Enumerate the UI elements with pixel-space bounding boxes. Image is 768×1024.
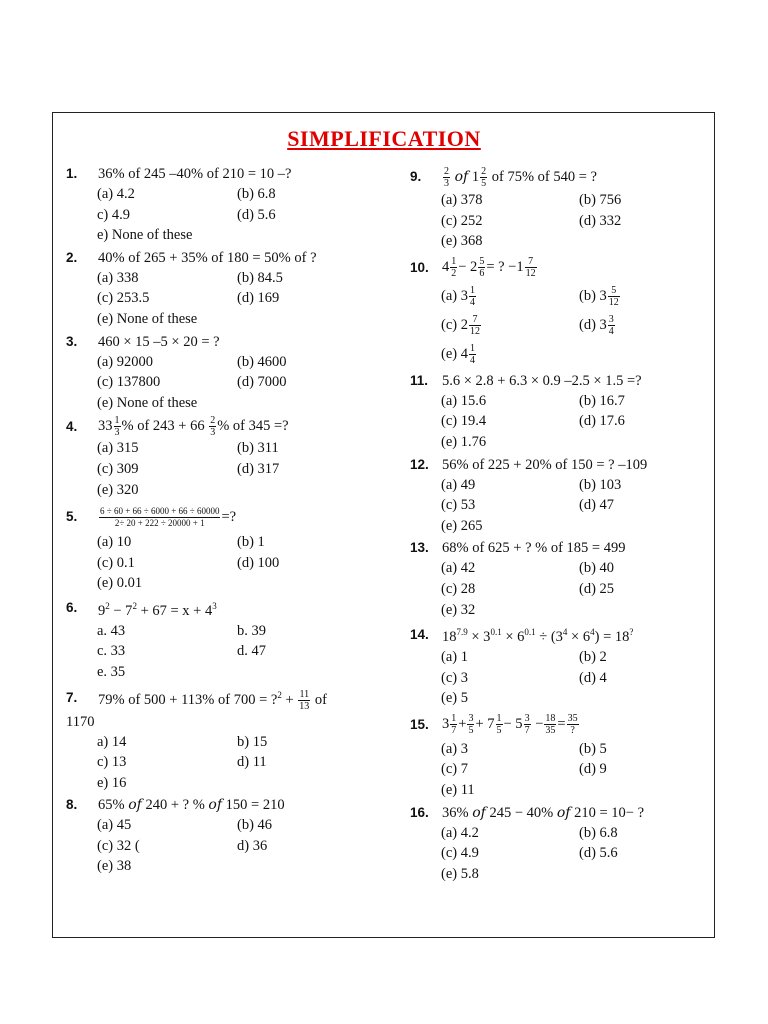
option-b: b. 39 bbox=[237, 622, 266, 639]
option-a: (a) 49 bbox=[441, 476, 476, 493]
numerator: 1 bbox=[451, 256, 457, 268]
numerator: 1 bbox=[469, 342, 475, 354]
question-1 bbox=[66, 164, 396, 246]
denominator: 3 bbox=[114, 427, 120, 439]
option-c: (c) 137800 bbox=[97, 374, 161, 391]
option-e bbox=[441, 340, 717, 369]
whole: (a) 3 bbox=[441, 287, 468, 304]
option-d: (d) 100 bbox=[237, 554, 280, 571]
option-b: (b) 16.7 bbox=[579, 392, 625, 409]
option-d: (d) 17.6 bbox=[579, 413, 625, 430]
text-part: =? bbox=[221, 508, 237, 525]
numerator: 35 bbox=[567, 713, 578, 725]
text-part: 3 bbox=[442, 716, 450, 733]
denominator: 4 bbox=[469, 354, 475, 366]
fraction bbox=[469, 314, 481, 337]
option-c: (c) 28 bbox=[441, 580, 476, 597]
question-12 bbox=[410, 455, 710, 537]
text-part: + 67 = x + 4 bbox=[136, 602, 213, 619]
fraction bbox=[450, 256, 457, 279]
option-b: (b) 4600 bbox=[237, 353, 287, 370]
whole: (c) 2 bbox=[441, 316, 468, 333]
option-a: (a) 4.2 bbox=[441, 824, 479, 841]
numerator: 1 bbox=[496, 713, 502, 725]
question-text bbox=[98, 685, 396, 712]
denominator: ? bbox=[570, 725, 575, 737]
question-number: 4. bbox=[66, 418, 78, 434]
question-text bbox=[442, 256, 710, 279]
option-e: e) 16 bbox=[97, 774, 127, 791]
text-part: of 75% of 540 = ? bbox=[488, 168, 597, 185]
numerator: 11 bbox=[299, 688, 310, 700]
question-number: 15. bbox=[410, 716, 429, 732]
numerator: 6 ÷ 60 + 66 ÷ 6000 + 66 ÷ 60000 bbox=[100, 505, 220, 516]
option-a: (a) 1 bbox=[441, 648, 468, 665]
option-c: (c) 252 bbox=[441, 212, 483, 229]
option-b: (b) 6.8 bbox=[237, 186, 276, 202]
option-d: (d) 7000 bbox=[237, 374, 287, 391]
option-a: (a) 338 bbox=[97, 269, 139, 286]
text-part: ÷ (3 bbox=[535, 628, 563, 645]
question-5 bbox=[66, 502, 396, 594]
question-number: 6. bbox=[66, 600, 78, 616]
denominator: 13 bbox=[299, 700, 310, 712]
option-c: (c) 7 bbox=[441, 761, 468, 778]
question-number: 13. bbox=[410, 540, 429, 556]
option-c: (c) 0.1 bbox=[97, 554, 135, 571]
denominator: 3 bbox=[210, 427, 216, 439]
question-7 bbox=[66, 685, 396, 794]
option-e: (e) 1.76 bbox=[441, 433, 487, 450]
fraction bbox=[608, 314, 615, 337]
text-part: % of 345 =? bbox=[217, 418, 289, 435]
question-number: 9. bbox=[410, 169, 422, 184]
option-d: (d) 9 bbox=[579, 761, 607, 778]
option-b: (b) 84.5 bbox=[237, 269, 283, 286]
denominator: 5 bbox=[496, 725, 502, 737]
text-part: × 3 bbox=[467, 628, 491, 645]
fraction bbox=[478, 256, 485, 279]
text-part: ) = 18 bbox=[594, 628, 630, 645]
text-part: 9 bbox=[98, 602, 106, 619]
text-part: of bbox=[208, 797, 223, 814]
option-e: (e) 320 bbox=[97, 481, 139, 498]
text-part: × 6 bbox=[567, 628, 591, 645]
option-b: (b) 311 bbox=[237, 440, 279, 457]
denominator: 5 bbox=[481, 177, 487, 189]
text-part: − 5 bbox=[503, 716, 523, 733]
option-c: (c) 3 bbox=[441, 669, 468, 686]
option-c: (c) 309 bbox=[97, 460, 139, 477]
question-number: 2. bbox=[66, 249, 78, 265]
question-text: 56% of 225 + 20% of 150 = ? –109 bbox=[442, 456, 648, 473]
text-part: 33 bbox=[98, 418, 113, 435]
fraction bbox=[467, 713, 474, 736]
question-number: 14. bbox=[410, 626, 429, 642]
option-c: (c) 53 bbox=[441, 497, 476, 514]
text-part: of bbox=[311, 691, 327, 708]
exponent: ? bbox=[629, 627, 634, 638]
option-d: d) 36 bbox=[237, 837, 268, 854]
whole: (b) 3 bbox=[579, 287, 607, 304]
text-part: of bbox=[454, 168, 469, 185]
denominator: 12 bbox=[608, 296, 619, 308]
option-d: (d) 25 bbox=[579, 580, 615, 597]
numerator: 5 bbox=[608, 285, 620, 297]
numerator: 3 bbox=[524, 713, 530, 725]
text-part: + 7 bbox=[475, 716, 495, 733]
option-c: (c) 4.9 bbox=[441, 845, 479, 862]
question-text bbox=[98, 506, 396, 529]
fraction bbox=[525, 256, 537, 279]
text-part: − 7 bbox=[109, 602, 133, 619]
text-part: 210 = 10− ? bbox=[570, 804, 645, 821]
exponent: 2 bbox=[132, 600, 137, 611]
numerator: 2 bbox=[444, 165, 449, 177]
option-e: (e) None of these bbox=[97, 310, 198, 327]
option-c: c) 4.9 bbox=[97, 206, 131, 223]
text-part: 18 bbox=[442, 628, 457, 645]
question-number: 12. bbox=[410, 456, 429, 472]
text-part: 240 + ? % bbox=[141, 797, 209, 814]
option-b: (b) 6.8 bbox=[579, 824, 618, 841]
option-b bbox=[579, 282, 717, 311]
question-number: 5. bbox=[66, 509, 78, 525]
numerator: 2 bbox=[481, 165, 487, 177]
text-part: 36% bbox=[442, 804, 473, 821]
text-part: + bbox=[458, 716, 467, 733]
question-text: 36% of 245 –40% of 210 = 10 –? bbox=[98, 166, 292, 182]
option-b: (b) 2 bbox=[579, 648, 607, 665]
question-text: 68% of 625 + ? % of 185 = 499 bbox=[442, 540, 626, 557]
option-d: d. 47 bbox=[237, 643, 266, 660]
text-part: 79% of 500 + 113% of 700 = ? bbox=[98, 691, 278, 708]
option-e: e. 35 bbox=[97, 663, 126, 680]
denominator: 4 bbox=[608, 325, 614, 337]
option-e: (e) 32 bbox=[441, 601, 476, 618]
fraction bbox=[544, 713, 556, 736]
denominator: 2 bbox=[451, 268, 457, 280]
option-a: (a) 92000 bbox=[97, 353, 153, 370]
text-part: × 6 bbox=[501, 628, 525, 645]
question-text bbox=[98, 795, 396, 815]
question-number: 10. bbox=[410, 259, 429, 275]
option-e: (e) 265 bbox=[441, 517, 483, 534]
option-a: (a) 4.2 bbox=[97, 186, 135, 202]
fraction bbox=[298, 689, 310, 712]
denominator: 3 bbox=[444, 177, 449, 189]
question-text bbox=[442, 713, 710, 736]
text-part: 4 bbox=[442, 259, 450, 276]
denominator: 2÷ 20 + 222 ÷ 20000 + 1 bbox=[114, 517, 205, 528]
exponent: 0.1 bbox=[524, 627, 536, 638]
option-a: a) 14 bbox=[97, 733, 127, 750]
option-d: (d) 332 bbox=[579, 212, 622, 229]
option-c: c. 33 bbox=[97, 643, 126, 660]
numerator: 7 bbox=[469, 314, 481, 326]
page-title: SIMPLIFICATION bbox=[287, 126, 481, 151]
denominator: 6 bbox=[479, 268, 485, 280]
option-e: (e) 11 bbox=[441, 781, 475, 798]
option-d: (d) 169 bbox=[237, 290, 280, 307]
question-text-line2: 1170 bbox=[66, 713, 95, 730]
numerator: 1 bbox=[451, 713, 457, 725]
text-part: + bbox=[281, 691, 298, 708]
option-a: (a) 45 bbox=[97, 817, 132, 834]
option-a: (a) 42 bbox=[441, 560, 476, 577]
question-3 bbox=[66, 332, 396, 414]
numerator: 2 bbox=[210, 415, 216, 427]
option-b: (b) 1 bbox=[237, 534, 265, 551]
question-13 bbox=[410, 538, 710, 620]
numerator: 1 bbox=[114, 415, 120, 427]
option-c: (c) 32 ( bbox=[97, 837, 140, 854]
option-a: (a) 315 bbox=[97, 440, 139, 457]
option-c: c) 13 bbox=[97, 754, 127, 771]
fraction bbox=[443, 166, 450, 189]
option-c bbox=[441, 311, 579, 340]
exponent: 7.9 bbox=[456, 627, 468, 638]
question-number: 3. bbox=[66, 333, 78, 349]
text-part: of bbox=[472, 804, 486, 821]
option-d: (d) 5.6 bbox=[579, 845, 618, 862]
option-b: (b) 5 bbox=[579, 740, 607, 757]
fraction bbox=[524, 713, 531, 736]
denominator: 4 bbox=[469, 296, 475, 308]
question-number: 7. bbox=[66, 690, 78, 706]
question-10 bbox=[410, 254, 710, 369]
exponent: 4 bbox=[562, 627, 568, 638]
question-text: 5.6 × 2.8 + 6.3 × 0.9 –2.5 × 1.5 =? bbox=[442, 372, 642, 389]
whole: (d) 3 bbox=[579, 316, 607, 333]
option-d: (d) 317 bbox=[237, 460, 280, 477]
option-b: (b) 46 bbox=[237, 817, 273, 834]
numerator: 5 bbox=[479, 256, 485, 268]
question-8 bbox=[66, 795, 396, 877]
text-part: 1 bbox=[468, 168, 480, 185]
option-d: (d) 47 bbox=[579, 497, 615, 514]
question-number: 16. bbox=[410, 804, 429, 820]
text-part: % of 243 + 66 bbox=[121, 418, 209, 435]
question-text bbox=[442, 166, 710, 189]
text-part: = bbox=[557, 716, 566, 733]
question-text: 40% of 265 + 35% of 180 = 50% of ? bbox=[98, 249, 317, 266]
denominator: 12 bbox=[525, 268, 536, 280]
exponent: 4 bbox=[590, 627, 595, 638]
fraction bbox=[469, 343, 476, 366]
option-e: e) None of these bbox=[97, 227, 193, 244]
option-b: (b) 756 bbox=[579, 192, 622, 208]
left-column bbox=[66, 164, 396, 879]
fraction bbox=[99, 506, 220, 529]
text-part: = ? −1 bbox=[486, 259, 524, 276]
whole: (e) 4 bbox=[441, 345, 468, 362]
text-part: − bbox=[531, 716, 544, 733]
fraction bbox=[567, 713, 579, 736]
option-d: (d) 5.6 bbox=[237, 206, 276, 223]
question-number: 1. bbox=[66, 166, 78, 181]
option-e: (e) 368 bbox=[441, 233, 483, 250]
fraction bbox=[114, 415, 121, 438]
option-d: d) 11 bbox=[237, 754, 267, 771]
question-15 bbox=[410, 711, 710, 801]
question-4 bbox=[66, 415, 396, 500]
denominator: 5 bbox=[468, 725, 474, 737]
text-part: 150 = 210 bbox=[222, 797, 285, 814]
option-a: (a) 10 bbox=[97, 534, 132, 551]
question-text bbox=[442, 622, 710, 647]
question-2 bbox=[66, 248, 396, 330]
text-part: 245 − 40% bbox=[485, 804, 557, 821]
option-e: (e) 5 bbox=[441, 690, 468, 707]
exponent: 0.1 bbox=[490, 627, 502, 638]
question-number: 8. bbox=[66, 797, 78, 813]
text-part: of bbox=[556, 804, 571, 821]
question-9 bbox=[410, 164, 710, 252]
fraction bbox=[480, 166, 487, 189]
question-number: 11. bbox=[410, 372, 429, 388]
question-text bbox=[442, 803, 710, 823]
question-text bbox=[98, 596, 396, 621]
exponent: 3 bbox=[212, 600, 217, 611]
numerator: 1 bbox=[469, 284, 475, 296]
denominator: 7 bbox=[524, 725, 530, 737]
exponent: 2 bbox=[105, 600, 110, 611]
question-text bbox=[98, 415, 396, 438]
denominator: 7 bbox=[451, 725, 457, 737]
fraction bbox=[450, 713, 457, 736]
option-a bbox=[441, 282, 579, 311]
numerator: 18 bbox=[545, 713, 556, 725]
question-11 bbox=[410, 371, 710, 453]
question-16 bbox=[410, 803, 710, 885]
text-part: − 2 bbox=[458, 259, 478, 276]
option-e: (e) 0.01 bbox=[97, 575, 143, 592]
option-d: (d) 4 bbox=[579, 669, 607, 686]
fraction bbox=[608, 285, 620, 308]
fraction bbox=[496, 713, 503, 736]
denominator: 35 bbox=[545, 725, 556, 737]
option-e: (e) 5.8 bbox=[441, 865, 479, 882]
fraction bbox=[209, 415, 216, 438]
denominator: 12 bbox=[469, 325, 480, 337]
option-c: (c) 253.5 bbox=[97, 290, 150, 307]
numerator: 3 bbox=[608, 313, 614, 325]
question-text: 460 × 15 –5 × 20 = ? bbox=[98, 333, 220, 350]
right-column bbox=[410, 164, 710, 886]
text-part: 65% bbox=[98, 797, 129, 814]
question-6 bbox=[66, 596, 396, 683]
fraction bbox=[469, 285, 476, 308]
option-d bbox=[579, 311, 717, 340]
option-a: (a) 378 bbox=[441, 192, 483, 208]
option-a: (a) 3 bbox=[441, 740, 468, 757]
numerator: 3 bbox=[468, 713, 474, 725]
option-e: (e) 38 bbox=[97, 858, 132, 875]
option-b: (b) 103 bbox=[579, 476, 622, 493]
option-c: (c) 19.4 bbox=[441, 413, 487, 430]
option-b: (b) 40 bbox=[579, 560, 615, 577]
exponent: 2 bbox=[277, 689, 282, 700]
question-14 bbox=[410, 622, 710, 709]
option-a: a. 43 bbox=[97, 622, 126, 639]
option-b: b) 15 bbox=[237, 733, 268, 750]
numerator: 7 bbox=[525, 256, 537, 268]
option-e: (e) None of these bbox=[97, 394, 198, 411]
text-part: of bbox=[128, 797, 142, 814]
option-a: (a) 15.6 bbox=[441, 392, 487, 409]
